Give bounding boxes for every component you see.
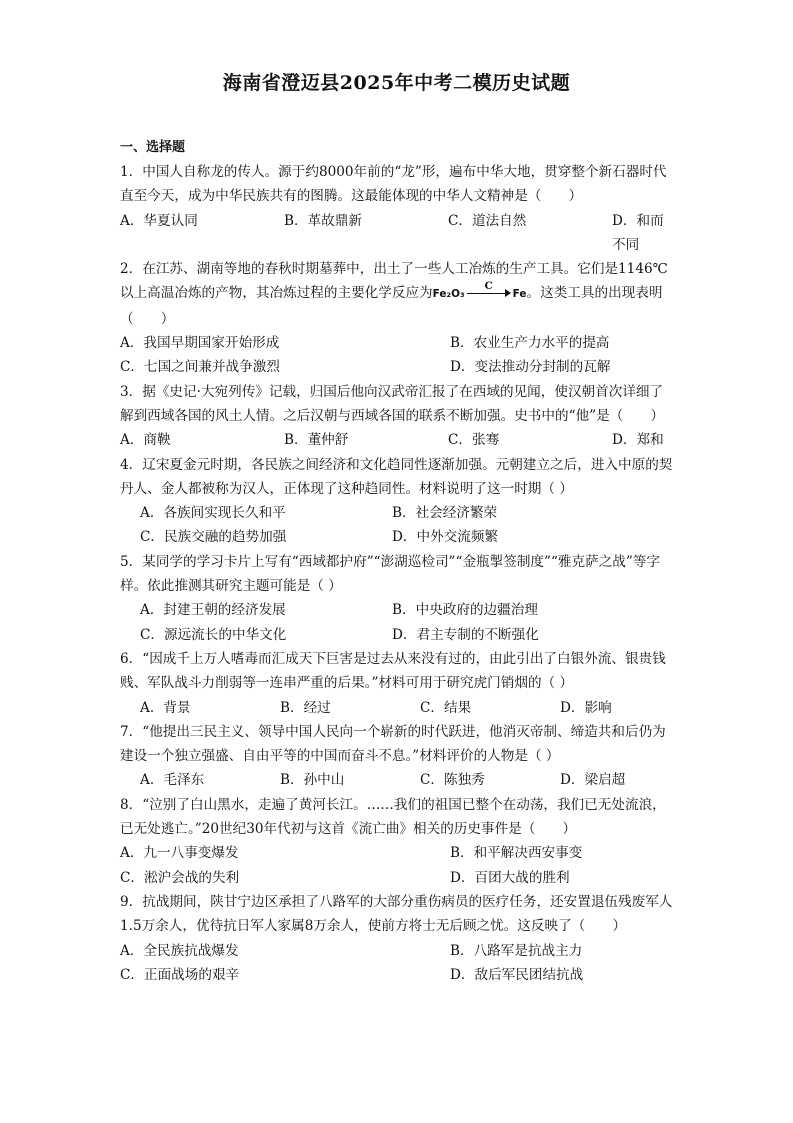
option-a: A．各族间实现长久和平 [140,505,286,522]
question-stem [120,257,676,331]
option-d: D．敌后军民团结抗战 [450,966,584,983]
stem-part-a: 2．在江苏、湖南等地的春秋时期墓葬中，出土了一些人工冶炼的生产工具。它们是1146℃以上高温冶炼的产物，其冶炼过程的主要化学反应为 [120,261,668,302]
option-group [120,501,676,550]
option-group [120,841,676,890]
question-stem: 9．抗战期间，陕甘宁边区承担了八路军的大部分重伤病员的医疗任务，还安置退伍残废军人1.5万余人，优待抗日军人家属8万余人，使前方将士无后顾之忧。这反映了（ ） [120,893,673,935]
option-d: D．影响 [560,699,612,716]
option-c: C．张骞 [448,432,500,449]
option-a: A．商鞅 [120,432,171,449]
option-group [120,209,676,258]
option-d: D．君主专制的不断强化 [392,626,539,643]
option-c: C．淞沪会战的失利 [120,869,240,886]
question-stem: 6．“因成千上万人嗜毒而汇成天下巨害是过去从来没有过的，由此引出了白银外流、银贵钱贱、军队战斗力削弱等一连串严重的后果。”材料可用于研究虎门销烟的（ ） [120,650,666,692]
option-b: B．八路军是抗战主力 [450,942,583,959]
option-b: B．孙中山 [280,772,345,789]
option-d: D．变法推动分封制的瓦解 [450,359,611,376]
option-b: B．农业生产力水平的提高 [450,335,610,352]
question-stem: 7．“他提出三民主义、领导中国人民向一个崭新的时代跃进，他消灭帝制、缔造共和后仍为建设一个独立强盛、自由平等的中国而奋斗不息。”材料评价的人物是（ ） [120,723,666,765]
option-c: C．民族交融的趋势加强 [140,529,287,546]
option-c: C．七国之间兼并战争激烈 [120,359,280,376]
reaction-condition: C [484,281,493,293]
option-group [120,598,676,647]
page-title: 海南省澄迈县2025年中考二模历史试题 [222,72,571,94]
option-a: A．封建王朝的经济发展 [140,602,286,619]
option-a: A．我国早期国家开始形成 [120,335,280,352]
question-1 [120,160,676,257]
option-b: B．董仲舒 [284,432,349,449]
option-a: A．全民族抗战爆发 [120,942,239,959]
question-stem: 1．中国人自称龙的传人。源于约8000年前的“龙”形，遍布中华大地，贯穿整个新石器时代直至今天，成为中华民族共有的图腾。这最能体现的中华人文精神是（ ） [120,164,667,205]
reaction-arrow-icon [467,281,511,299]
question-5 [120,550,676,647]
option-group [120,428,676,452]
option-b: B．中央政府的边疆治理 [392,602,538,619]
option-d: D．梁启超 [560,772,626,789]
question-stem: 4．辽宋夏金元时期，各民族之间经济和文化趋同性逐渐加强。元朝建立之后，进入中原的契丹人、金人都被称为汉人，正体现了这种趋同性。材料说明了这一时期（ ） [120,456,673,497]
question-7 [120,720,676,793]
chem-product: Fe [512,288,527,301]
option-b: B．和平解决西安事变 [450,845,583,862]
option-group [120,331,676,380]
question-3 [120,380,676,453]
option-c: C．道法自然 [448,212,527,229]
option-c: C．正面战场的艰辛 [120,966,240,983]
question-8 [120,793,676,890]
question-stem: 8．“泣别了白山黑水，走遍了黄河长江。……我们的祖国已整个在动荡，我们已无处流浪，已无处逃亡。”20世纪30年代初与这首《流亡曲》相关的历史事件是（ ） [120,796,666,838]
option-group [120,696,676,720]
question-2 [120,257,676,379]
stem-part-b: 。这类工具的出现表明（ ） [120,285,663,327]
option-b: B．经过 [280,699,331,716]
question-6 [120,647,676,720]
question-4 [120,453,676,550]
question-stem: 3．据《史记·大宛列传》记载，归国后他向汉武帝汇报了在西域的见闻，使汉朝首次详细了解到西域各国的风土人情。之后汉朝与西域各国的联系不断加强。史书中的“他”是（ ） [120,383,665,424]
option-d: D．郑和 [612,432,664,449]
option-group [120,939,676,988]
question-list [120,160,676,987]
option-d: D．百团大战的胜利 [450,869,570,886]
option-a: A．华夏认同 [120,212,198,229]
option-a: A．背景 [140,699,191,716]
option-a: A．九一八事变爆发 [120,845,239,862]
option-group [120,768,676,792]
option-d: D．和而不同 [612,212,664,253]
option-c: C．结果 [420,699,472,716]
option-c: C．源远流长的中华文化 [140,626,287,643]
option-d: D．中外交流频繁 [392,529,499,546]
chem-reactant: Fe₂O₃ [432,288,465,301]
option-a: A．毛泽东 [140,772,205,789]
option-b: B．革故鼎新 [284,212,362,229]
section-heading: 一、选择题 [120,140,186,155]
question-9 [120,890,676,987]
question-stem: 5．某同学的学习卡片上写有“西域都护府”“澎湖巡检司”“金瓶掣签制度”“雅克萨之战”等字样。依此推测其研究主题可能是（ ） [120,553,661,595]
option-c: C．陈独秀 [420,772,485,789]
option-b: B．社会经济繁荣 [392,505,498,522]
